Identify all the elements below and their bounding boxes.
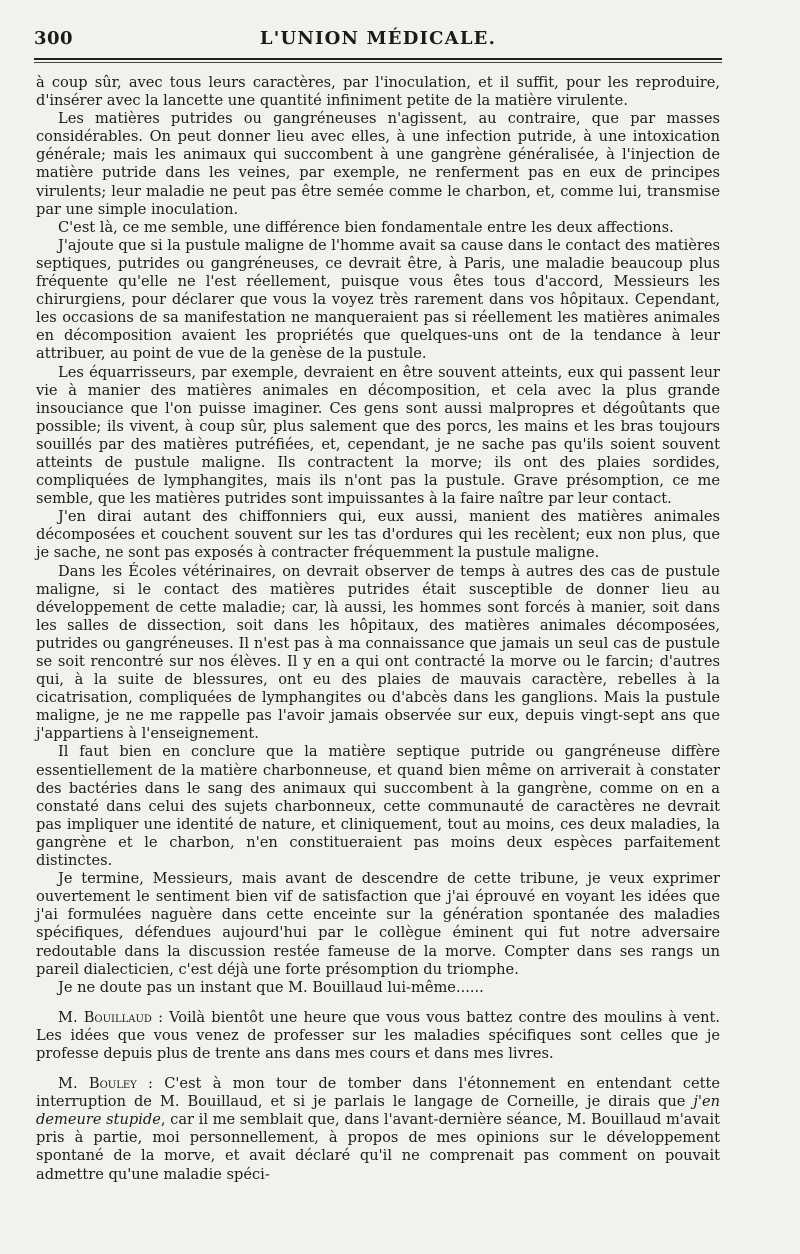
paragraph: Je termine, Messieurs, mais avant de descendre de cette tribune, je veux exprimer ouvertement le sentiment bien vif de satisfaction que j'ai éprouvé en voyant les idées que j'ai formulées naguère dans cette enceinte sur la génération spontanée des maladies spécifiques, défendues aujourd'hui par le collègue éminent qui fut notre adversaire redoutable dans la discussion restée fameuse de la morve. Compter dans ses rangs un pareil dialecticien, c'est déjà une forte présomption du triomphe.: [36, 870, 720, 978]
dialogue-bouley: [36, 1075, 720, 1184]
page-header: [34, 24, 722, 54]
speech-text: : C'est à mon tour de tomber dans l'étonnement en entendant cette interruption de M. Bouillaud, et si je parlais le langage de Corneille, je dirais que: [36, 1075, 720, 1111]
page-number: 300: [34, 28, 74, 49]
paragraph: Les matières putrides ou gangréneuses n'agissent, au contraire, que par masses considérables. On peut donner lieu avec elles, à une infection putride, à une intoxication générale; mais les animaux qui succombent à une gangrène généralisée, à l'injection de matière putride dans les veines, par exemple, ne renferment pas en eux de principes virulents; leur maladie ne peut pas être semée comme le charbon, et, comme lui, transmise par une simple inoculation.: [36, 110, 720, 218]
paragraph: à coup sûr, avec tous leurs caractères, par l'inoculation, et il suffit, pour les reproduire, d'insérer avec la lancette une quantité infiniment petite de la matière virulente.: [36, 74, 720, 110]
header-rule: [34, 58, 722, 60]
speech-text: : Voilà bientôt une heure que vous vous battez contre des moulins à vent. Les idées que vous venez de professer sur les maladies spécifiques sont celles que je professe depuis plus de trente ans dans mes cours et dans mes livres.: [36, 1008, 720, 1062]
body-text: [36, 74, 720, 1184]
speech-text: , car il me semblait que, dans l'avant-dernière séance, M. Bouillaud m'avait pris à partie, moi personnellement, à propos de mes opinions sur le développement spontané de la morve, et avait déclaré qu'il ne comprenait pas comment on pouvait admettre qu'une maladie spéci-: [36, 1111, 720, 1183]
paragraph: J'en dirai autant des chiffonniers qui, eux aussi, manient des matières animales décomposées et couchent souvent sur les tas d'ordures qui les recèlent; eux non plus, que je sache, ne sont pas exposés à contracter fréquemment la pustule maligne.: [36, 508, 720, 562]
dialogue-bouillaud: [36, 1009, 720, 1063]
paragraph: Dans les Écoles vétérinaires, on devrait observer de temps à autres des cas de pustule maligne, si le contact des matières putrides était susceptible de donner lieu au développement de cette maladie; car, là aussi, les hommes sont forcés à manier, soit dans les salles de dissection, soit dans les hôpitaux, des matières animales décomposées, putrides ou gangréneuses. Il n'est pas à ma connaissance que jamais un seul cas de pustule se soit rencontré sur nos élèves. Il y en a qui ont contracté la morve ou le farcin; d'autres qui, à la suite de blessures, ont eu des plaies de mauvais caractère, rebelles à la cicatrisation, compliquées de lymphangites ou d'abcès dans les ganglions. Mais la pustule maligne, je ne me rappelle pas l'avoir jamais observée sur eux, depuis vingt-sept ans que j'appartiens à l'enseignement.: [36, 562, 720, 743]
speaker-name: M. Bouley: [58, 1075, 137, 1093]
running-title: L'UNION MÉDICALE.: [259, 28, 497, 49]
paragraph: C'est là, ce me semble, une différence bien fondamentale entre les deux affections.: [58, 218, 674, 236]
speech-italic: j'en demeure stupide: [36, 1093, 720, 1129]
header-rule-thin: [34, 62, 722, 63]
speaker-name: M. Bouillaud: [58, 1008, 152, 1026]
paragraph: J'ajoute que si la pustule maligne de l'homme avait sa cause dans le contact des matières septiques, putrides ou gangréneuses, ce devrait être, à Paris, une maladie beaucoup plus fréquente qu'elle ne l'est réellement, puisque vous êtes tous d'accord, Messieurs les chirurgiens, pour déclarer que vous la voyez très rarement dans vos hôpitaux. Cependant, les occasions de sa manifestation ne manqueraient pas si réellement les matières animales en décomposition avaient les propriétés que quelques-uns ont de la tendance à leur attribuer, au point de vue de la genèse de la pustule.: [36, 236, 720, 363]
paragraph: Il faut bien en conclure que la matière septique putride ou gangréneuse diffère essentiellement de la matière charbonneuse, et quand bien même on arriverait à constater des bactéries dans le sang des animaux qui succombent à la gangrène, comme on en a constaté dans celui des sujets charbonneux, cette communauté de caractères ne devrait pas impliquer une identité de nature, et cliniquement, tout au moins, ces deux maladies, la gangrène et le charbon, n'en constitueraient pas moins deux espèces parfaitement distinctes.: [36, 743, 720, 870]
paragraph: Les équarrisseurs, par exemple, devraient en être souvent atteints, eux qui passent leur vie à manier des matières animales en décomposition, et cela avec la plus grande insouciance que l'on puisse imaginer. Ces gens sont aussi malpropres et dégoûtants que possible; ils vivent, à coup sûr, plus salement que des porcs, les mains et les bras toujours souillés par des matières putréfiées, et, cependant, je ne sache pas qu'ils soient souvent atteints de pustule maligne. Ils contractent la morve; ils ont des plaies sordides, compliquées de lymphangites, mais ils n'ont pas la pustule. Grave présomption, ce me semble, que les matières putrides sont impuissantes à la faire naître par leur contact.: [36, 363, 720, 508]
paragraph: Je ne doute pas un instant que M. Bouillaud lui-même......: [58, 978, 484, 996]
